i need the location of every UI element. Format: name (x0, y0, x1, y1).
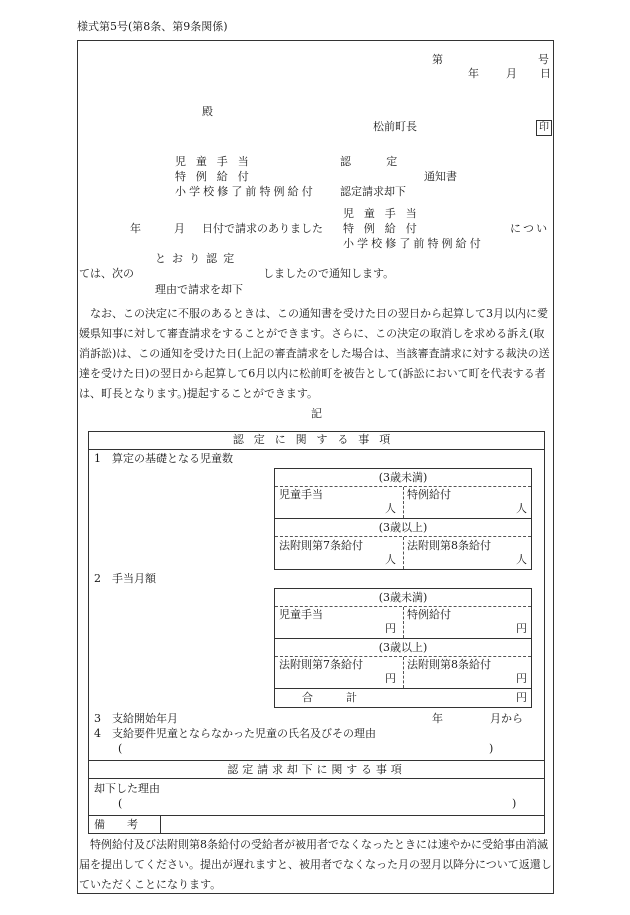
amount-child-allowance-label: 児童手当 (279, 608, 323, 621)
body-date-text: 日付で請求のありました (202, 222, 323, 235)
title-pre-graduation-benefit: 小学校修了前特例給付 (175, 185, 316, 198)
body-year-label: 年 (130, 222, 141, 235)
count-unit: 人 (516, 553, 527, 566)
form-number: 様式第5号(第8条、第9条関係) (77, 20, 228, 33)
addressee-suffix: 殿 (202, 105, 213, 118)
issuer-name: 松前町長 (373, 120, 417, 133)
title-special-benefit: 特例給付 (175, 170, 259, 183)
item4-paren-open: ( (118, 742, 123, 755)
item4-paren-close: ) (489, 742, 494, 755)
count-art8-label: 法附則第8条給付 (407, 539, 491, 552)
amount-unit: 円 (516, 672, 527, 685)
item4-label: 4 支給要件児童とならなかった児童の氏名及びその理由 (94, 727, 376, 740)
result-suffix: しましたので通知します。 (263, 267, 395, 280)
item3-year-label: 年 (432, 712, 443, 725)
option-pre-graduation-benefit: 小学校修了前特例給付 (343, 237, 484, 250)
over3-label: (3歳以上) (378, 641, 428, 654)
ki-label: 記 (311, 407, 322, 420)
date-month-label: 月 (506, 67, 517, 80)
appeal-notice: なお、この決定に不服のあるときは、この通知書を受けた日の翌日から起算して3月以内に愛媛県知事に対して審査請求をすることができます。さらに、この決定の取消しを求める訴え(取消訴訟)は、この通知を受けた日(上記の審査請求をした場合は、当該審査請求に対する裁決の送達を受けた日)の翌日から起算して6月以内に松前町を被告として(訴訟において町を代表する者は、町長となります。)提起することができます。 (79, 307, 550, 400)
body-month-label: 月 (174, 222, 185, 235)
rejection-reason-label: 却下した理由 (94, 782, 160, 795)
option-child-allowance: 児童手当 (343, 207, 427, 220)
footer-note: 特例給付及び法附則第8条給付の受給者が被用者でなくなったときには速やかに受給事由消滅届を提出してください。提出が遅れますと、被用者でなくなった月の翌月以降分について返還していただくことになります。 (79, 838, 552, 891)
amount-unit: 円 (385, 622, 396, 635)
total-label: 合 計 (302, 691, 357, 704)
date-day-label: 日 (540, 67, 551, 80)
amount-unit: 円 (385, 672, 396, 685)
amount-art8-label: 法附則第8条給付 (407, 658, 491, 671)
amount-unit: 円 (516, 622, 527, 635)
item3-label: 3 支給開始年月 (94, 712, 178, 725)
remarks-label: 備 考 (94, 818, 138, 831)
title-suffix: 通知書 (424, 170, 457, 183)
approval-table-heading: 認定に関する事項 (232, 433, 401, 446)
result-prefix: ては、次の (79, 267, 134, 280)
amount-special-benefit-label: 特例給付 (407, 608, 451, 621)
count-special-benefit-label: 特例給付 (407, 488, 451, 501)
item1-label: 1 算定の基礎となる児童数 (94, 452, 233, 465)
option-special-benefit: 特例給付 (343, 222, 427, 235)
title-approval: 認定 (340, 155, 433, 168)
result-rejection: 理由で請求を却下 (155, 283, 243, 296)
title-child-allowance: 児童手当 (175, 155, 259, 168)
under3-label: (3歳未満) (378, 591, 428, 604)
item3-month-label: 月から (490, 712, 523, 725)
rejection-paren-open: ( (118, 797, 123, 810)
count-art7-label: 法附則第7条給付 (279, 539, 363, 552)
body-tail: につい (510, 222, 550, 235)
count-child-allowance-label: 児童手当 (279, 488, 323, 501)
official-seal-mark: 印 (536, 120, 552, 136)
under3-label: (3歳未満) (378, 471, 428, 484)
over3-label: (3歳以上) (378, 521, 428, 534)
count-unit: 人 (385, 553, 396, 566)
date-year-label: 年 (468, 67, 479, 80)
count-unit: 人 (516, 502, 527, 515)
result-approval: とおり認定 (155, 252, 241, 265)
item2-label: 2 手当月額 (94, 572, 156, 585)
rejection-heading: 認定請求却下に関する事項 (227, 763, 406, 776)
number-prefix: 第 (432, 53, 443, 66)
total-unit: 円 (516, 691, 527, 704)
rejection-paren-close: ) (512, 797, 517, 810)
title-rejection: 認定請求却下 (340, 185, 406, 198)
amount-art7-label: 法附則第7条給付 (279, 658, 363, 671)
count-unit: 人 (385, 502, 396, 515)
number-suffix: 号 (538, 53, 549, 66)
